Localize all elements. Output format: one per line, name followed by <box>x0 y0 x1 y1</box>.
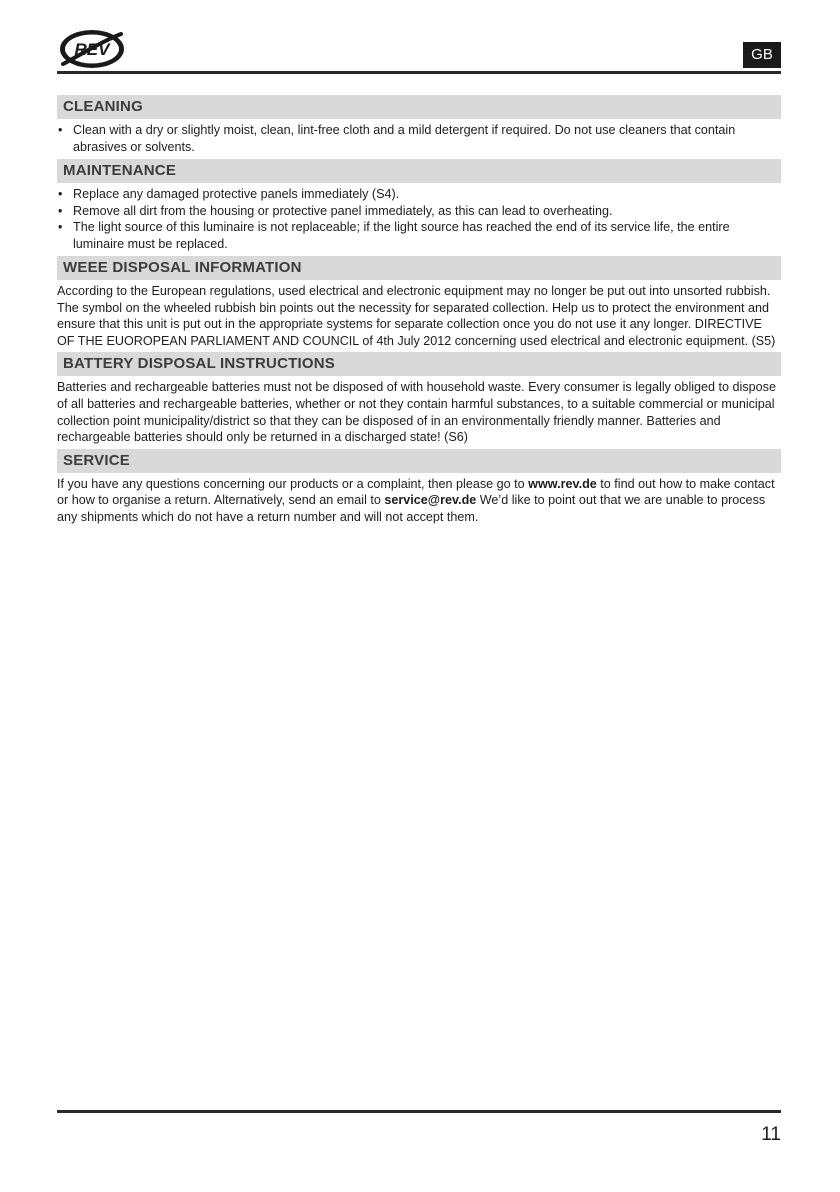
bullet-icon: • <box>58 203 63 218</box>
bullet-icon: • <box>58 187 63 201</box>
list-item: • Remove all dirt from the housing or protective panel immediately, as this can lead to overheating. <box>58 203 613 218</box>
list-item: • Clean with a dry or slightly moist, clean, lint-free cloth and a mild detergent if required. Do not use cleaners that contain abrasives or solvents. <box>58 123 736 154</box>
weee-paragraph: According to the European regulations, used electrical and electronic equipment may no longer be put out into unsorted rubbish. The symbol on the wheeled rubbish bin points out the necessity for separated collection. Help us to protect the environment and ensure that this unit is put out in the appropriate systems for separate collection once you do not use it any longer. DIRECTIVE OF THE EUOROPEAN PARLIAMENT AND COUNCIL of 4th July 2012 concerning used electrical and electronic equipment. (S5) <box>57 284 776 348</box>
section-title: CLEANING <box>63 98 143 115</box>
section-heading-weee <box>57 256 781 280</box>
language-badge: GB <box>743 42 781 68</box>
section-title: WEEE DISPOSAL INFORMATION <box>63 259 302 276</box>
cleaning-list <box>57 122 781 155</box>
manual-content <box>57 95 781 529</box>
section-title: MAINTENANCE <box>63 162 177 179</box>
footer-divider <box>57 1110 781 1113</box>
page-number: 11 <box>761 1124 781 1145</box>
maintenance-list <box>57 186 781 252</box>
header-divider <box>57 71 781 74</box>
list-item: • The light source of this luminaire is not replaceable; if the light source has reached the end of its service life, the entire luminaire must be replaced. <box>58 220 730 251</box>
bullet-icon: • <box>58 123 63 137</box>
section-heading-service <box>57 449 781 473</box>
bullet-icon: • <box>58 220 63 234</box>
rev-logo-text: REV <box>74 40 110 59</box>
rev-logo <box>55 28 125 70</box>
section-title: SERVICE <box>63 451 130 469</box>
email-link[interactable]: service@rev.de <box>384 493 477 508</box>
section-heading-battery <box>57 352 781 376</box>
website-link[interactable]: www.rev.de <box>528 476 597 491</box>
list-item: • Replace any damaged protective panels immediately (S4). <box>58 187 400 201</box>
section-heading-cleaning <box>57 95 781 119</box>
section-title: BATTERY DISPOSAL INSTRUCTIONS <box>63 355 335 373</box>
battery-paragraph: Batteries and rechargeable batteries must not be disposed of with household waste. Every consumer is legally obliged to dispose of all batteries and rechargeable batteries, whether or not they contain harmful substances, to a suitable commercial or municipal collection point municipality/district so that they can be disposed of in an environmentally friendly manner. Batteries and rechargeable batteries should only be returned in a discharged state! (S6) <box>57 380 776 445</box>
service-paragraph: If you have any questions concerning our products or a complaint, then please go to www.rev.de to find out how to make contact or how to organise a return. Alternatively, send an email to service@rev.de We’d like to point out that we are unable to process any shipments which do not have a return number and will not accept them. <box>57 476 775 524</box>
section-heading-maintenance <box>57 159 781 183</box>
